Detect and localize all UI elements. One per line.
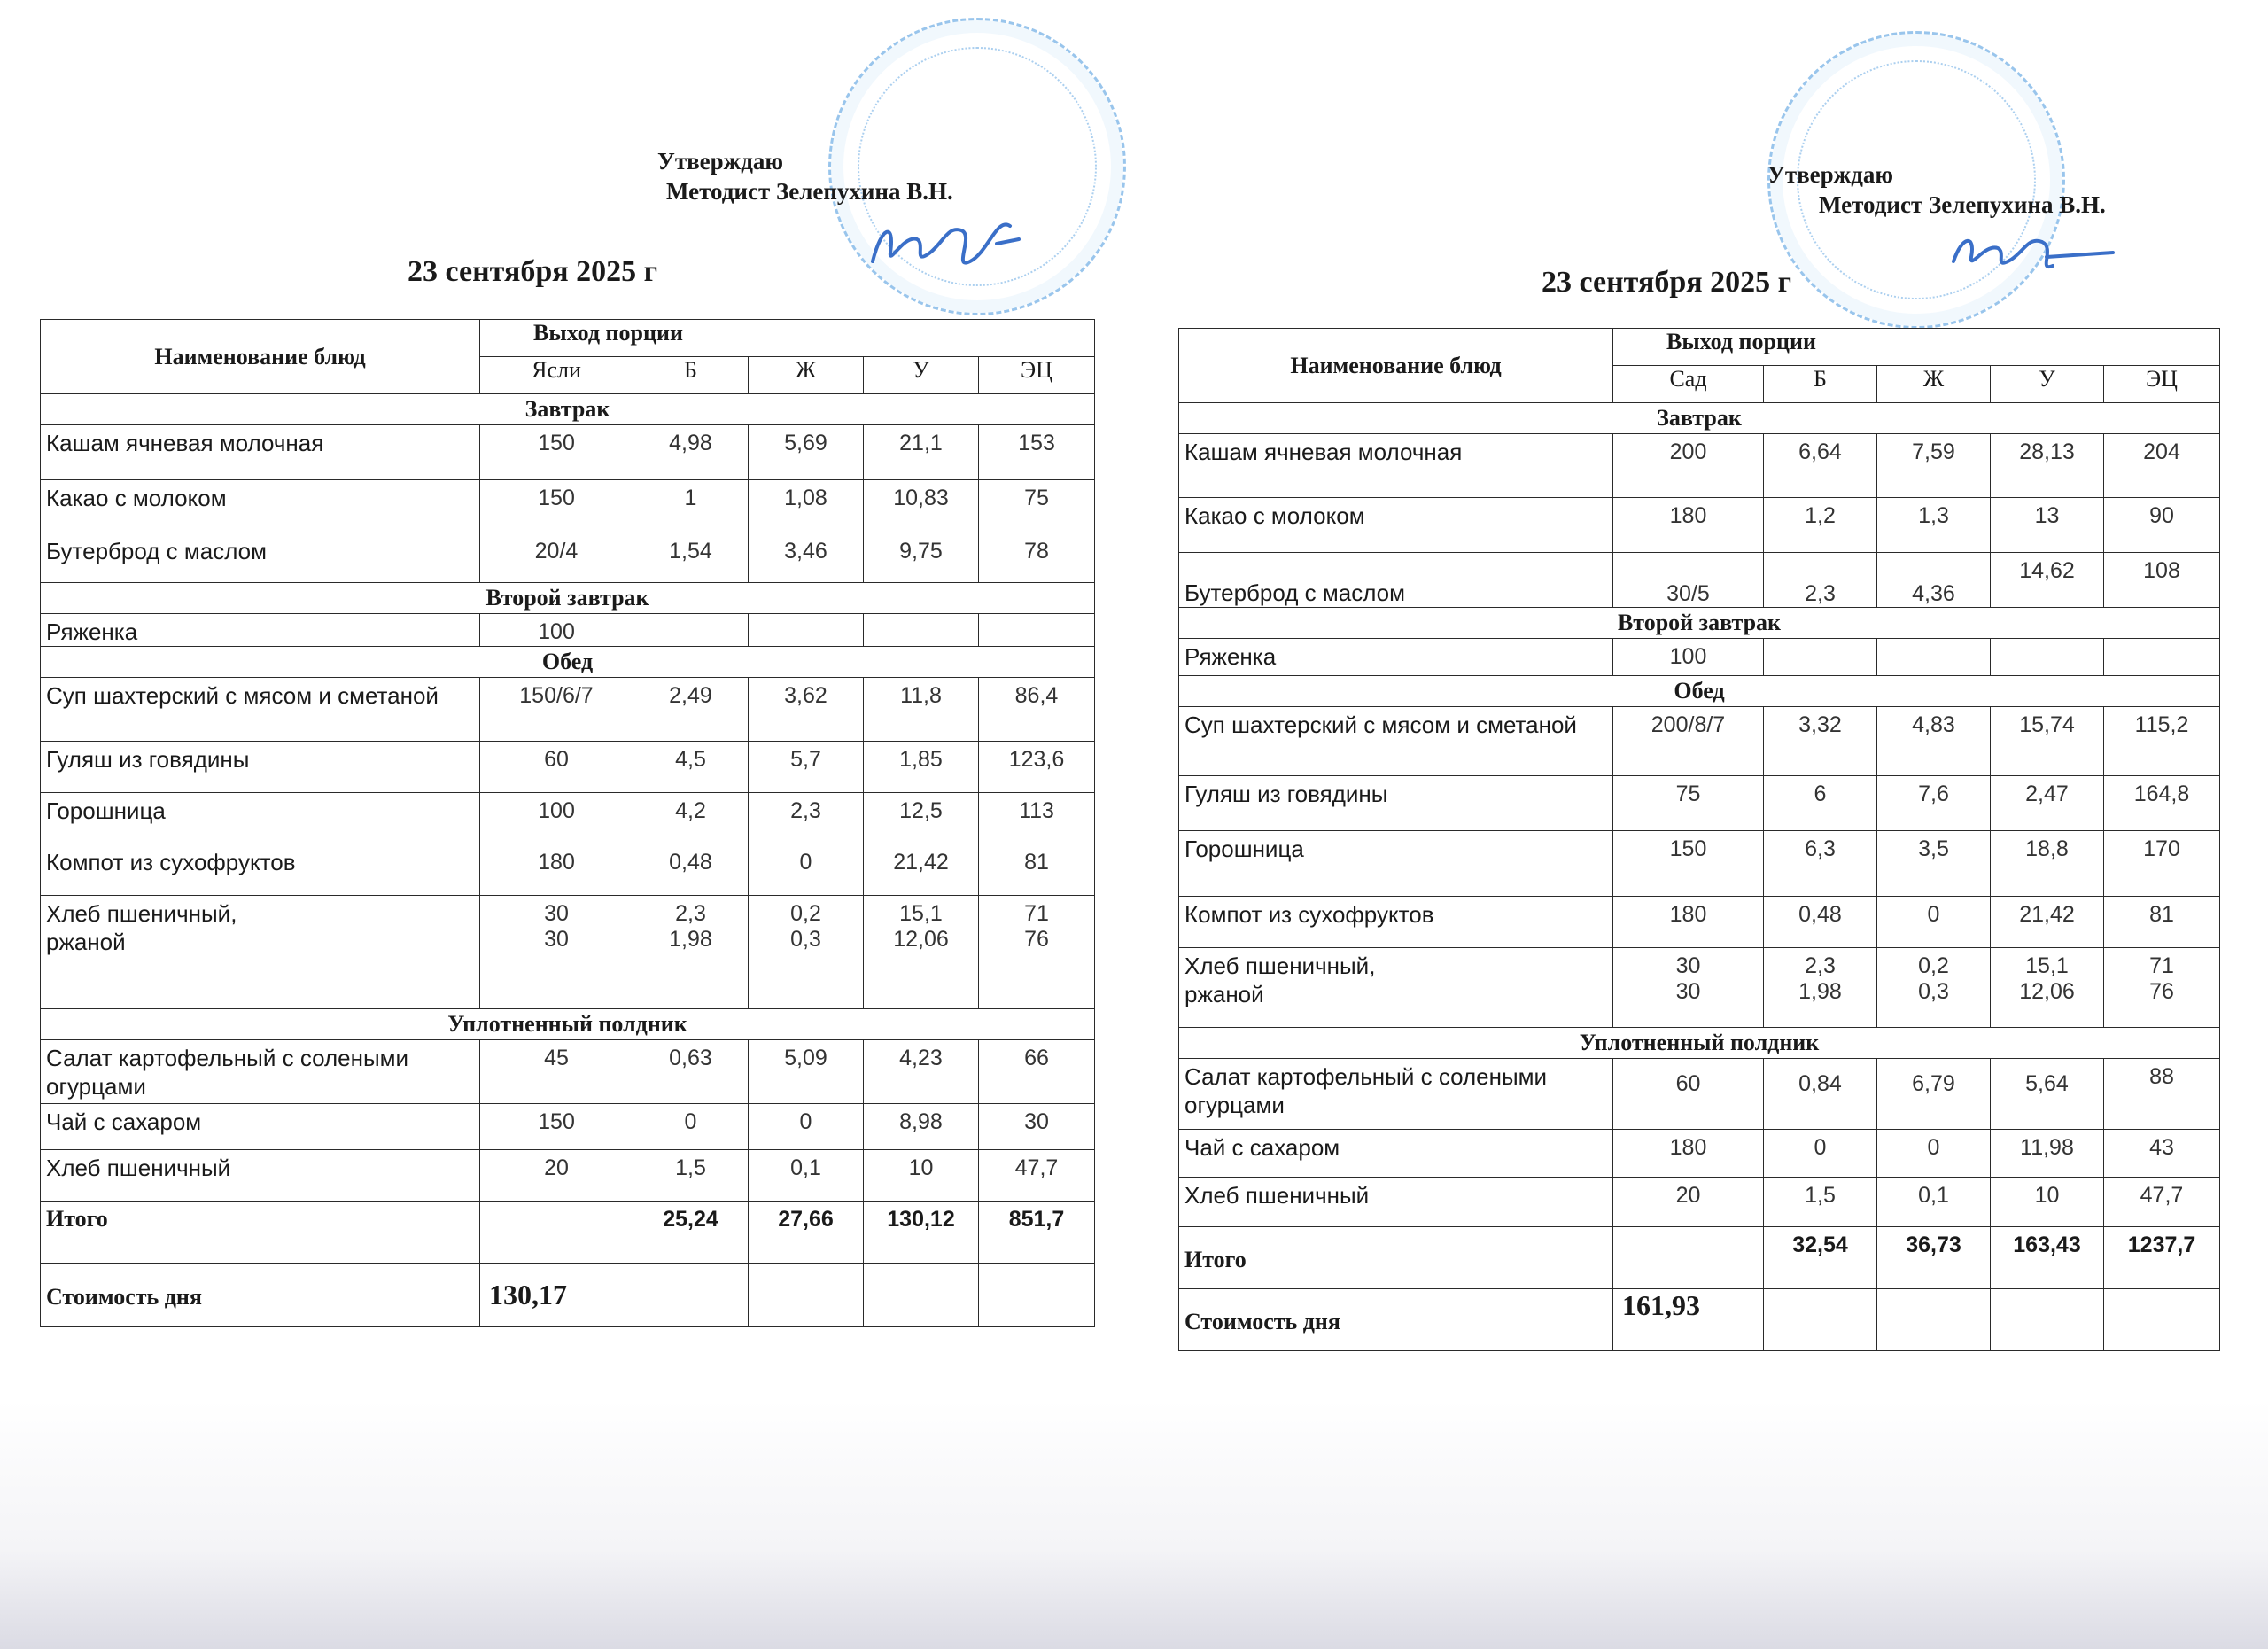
energy-value: 47,7 xyxy=(979,1150,1095,1202)
section-row xyxy=(1179,676,2220,707)
energy-value: 108 xyxy=(2104,553,2220,608)
fat-value: 7,59 xyxy=(1877,434,1991,498)
column-header-protein: Б xyxy=(633,357,749,394)
fat-value: 3,62 xyxy=(749,678,864,742)
energy-value: 30 xyxy=(979,1104,1095,1150)
portion-value: 60 xyxy=(480,742,633,793)
dish-name: Чай с сахаром xyxy=(1179,1130,1613,1178)
table-row xyxy=(41,678,1095,742)
protein-value: 0,63 xyxy=(633,1040,749,1104)
menu-date: 23 сентября 2025 г xyxy=(408,255,658,288)
dish-name: Компот из сухофруктов xyxy=(41,844,480,896)
energy-value: 43 xyxy=(2104,1130,2220,1178)
energy-value: 113 xyxy=(979,793,1095,844)
dish-name-line1: Хлеб пшеничный, xyxy=(1184,953,1376,979)
table-row xyxy=(41,614,1095,647)
total-label: Итого xyxy=(1179,1227,1613,1289)
fat-total: 36,73 xyxy=(1877,1227,1991,1289)
table-row xyxy=(41,425,1095,480)
table-row xyxy=(1179,707,2220,776)
protein-value: 0 xyxy=(633,1104,749,1150)
value-b: 1,98 xyxy=(1798,979,1842,1004)
fat-value xyxy=(1877,948,1991,1028)
portion-value: 150/6/7 xyxy=(480,678,633,742)
empty-cell xyxy=(633,1264,749,1327)
protein-value: 4,5 xyxy=(633,742,749,793)
signature xyxy=(864,199,1041,288)
empty-cell xyxy=(979,1264,1095,1327)
fat-value xyxy=(749,614,864,647)
protein-value: 0,48 xyxy=(1764,897,1877,948)
portion-value: 100 xyxy=(480,614,633,647)
column-header-carbs: У xyxy=(1991,366,2104,403)
menu-table xyxy=(1178,328,2220,1351)
approval-title: Утверждаю xyxy=(657,148,784,175)
section-lunch: Обед xyxy=(1179,676,2220,707)
column-header-fat: Ж xyxy=(1877,366,1991,403)
dish-name-line1: Хлеб пшеничный, xyxy=(46,900,237,927)
value-a: 15,1 xyxy=(899,901,943,926)
portion-value: 75 xyxy=(1613,776,1764,831)
column-header-fat: Ж xyxy=(749,357,864,394)
total-row xyxy=(41,1202,1095,1264)
dish-name-line2: ржаной xyxy=(1184,981,1264,1007)
carbs-value xyxy=(864,896,979,1009)
value-a: 2,3 xyxy=(675,901,706,926)
fat-value xyxy=(1877,639,1991,676)
carbs-value: 21,1 xyxy=(864,425,979,480)
carbs-value: 11,98 xyxy=(1991,1130,2104,1178)
approval-methodist: Методист Зелепухина В.Н. xyxy=(1819,191,2106,218)
energy-value: 81 xyxy=(979,844,1095,896)
table-row xyxy=(1179,553,2220,608)
dish-name: Салат картофельный с солеными огурцами xyxy=(1179,1059,1613,1130)
energy-value: 75 xyxy=(979,480,1095,533)
scan-artifact xyxy=(0,1400,2268,1649)
fat-value: 0,1 xyxy=(749,1150,864,1202)
cost-row xyxy=(1179,1289,2220,1351)
column-header-protein: Б xyxy=(1764,366,1877,403)
portion-value: 180 xyxy=(1613,498,1764,553)
cost-label: Стоимость дня xyxy=(1179,1289,1613,1351)
protein-value: 4,2 xyxy=(633,793,749,844)
table-row xyxy=(1179,831,2220,897)
energy-value: 86,4 xyxy=(979,678,1095,742)
table-row xyxy=(1179,776,2220,831)
carbs-total: 130,12 xyxy=(864,1202,979,1264)
section-breakfast: Завтрак xyxy=(41,394,1095,425)
dish-name: Кашам ячневая молочная xyxy=(41,425,480,480)
portion-value: 180 xyxy=(1613,1130,1764,1178)
portion-total xyxy=(480,1202,633,1264)
value-a: 71 xyxy=(2149,953,2174,978)
portion-value: 180 xyxy=(1613,897,1764,948)
carbs-value: 4,23 xyxy=(864,1040,979,1104)
portion-value: 100 xyxy=(1613,639,1764,676)
empty-cell xyxy=(2104,1289,2220,1351)
value-b: 76 xyxy=(2149,979,2174,1004)
carbs-value: 15,74 xyxy=(1991,707,2104,776)
approval-methodist: Методист Зелепухина В.Н. xyxy=(666,178,953,205)
energy-value: 123,6 xyxy=(979,742,1095,793)
column-header-carbs: У xyxy=(864,357,979,394)
dish-name: Ряженка xyxy=(41,614,480,647)
cost-value: 161,93 xyxy=(1613,1289,1764,1351)
protein-value: 0,48 xyxy=(633,844,749,896)
table-row xyxy=(41,1040,1095,1104)
approval-block xyxy=(657,146,953,206)
energy-value: 164,8 xyxy=(2104,776,2220,831)
carbs-value: 1,85 xyxy=(864,742,979,793)
carbs-value: 8,98 xyxy=(864,1104,979,1150)
table-row xyxy=(41,793,1095,844)
column-header-age: Сад xyxy=(1613,366,1764,403)
value-a: 30 xyxy=(544,901,569,926)
carbs-value: 10 xyxy=(1991,1178,2104,1227)
column-header-portion: Выход порции xyxy=(480,320,1095,357)
fat-value xyxy=(749,896,864,1009)
carbs-value: 9,75 xyxy=(864,533,979,583)
carbs-value xyxy=(1991,639,2104,676)
portion-value: 30/5 xyxy=(1613,553,1764,608)
carbs-value: 2,47 xyxy=(1991,776,2104,831)
dish-name: Какао с молоком xyxy=(41,480,480,533)
protein-value xyxy=(1764,948,1877,1028)
section-lunch: Обед xyxy=(41,647,1095,678)
carbs-value: 13 xyxy=(1991,498,2104,553)
carbs-total: 163,43 xyxy=(1991,1227,2104,1289)
column-header-energy: ЭЦ xyxy=(979,357,1095,394)
table-row xyxy=(41,1150,1095,1202)
fat-value: 0 xyxy=(749,1104,864,1150)
table-row xyxy=(1179,434,2220,498)
table-row xyxy=(1179,639,2220,676)
fat-value: 5,7 xyxy=(749,742,864,793)
energy-value: 47,7 xyxy=(2104,1178,2220,1227)
fat-value: 3,46 xyxy=(749,533,864,583)
dish-name: Хлеб пшеничный xyxy=(41,1150,480,1202)
protein-value: 3,32 xyxy=(1764,707,1877,776)
value-b: 30 xyxy=(544,927,569,952)
dish-name: Кашам ячневая молочная xyxy=(1179,434,1613,498)
protein-value: 1,5 xyxy=(633,1150,749,1202)
energy-value xyxy=(2104,948,2220,1028)
fat-value: 2,3 xyxy=(749,793,864,844)
table-row xyxy=(1179,1059,2220,1130)
total-label: Итого xyxy=(41,1202,480,1264)
table-row xyxy=(41,480,1095,533)
cost-value: 130,17 xyxy=(480,1264,633,1327)
portion-value: 150 xyxy=(480,425,633,480)
energy-value: 78 xyxy=(979,533,1095,583)
table-row xyxy=(1179,1130,2220,1178)
portion-value: 200 xyxy=(1613,434,1764,498)
protein-value: 1,5 xyxy=(1764,1178,1877,1227)
table-row xyxy=(1179,897,2220,948)
energy-value: 66 xyxy=(979,1040,1095,1104)
empty-cell xyxy=(1991,1289,2104,1351)
dish-name: Гуляш из говядины xyxy=(1179,776,1613,831)
portion-value: 20 xyxy=(480,1150,633,1202)
dish-name: Ряженка xyxy=(1179,639,1613,676)
protein-total: 32,54 xyxy=(1764,1227,1877,1289)
value-a: 30 xyxy=(1675,953,1701,978)
portion-value xyxy=(1613,948,1764,1028)
fat-value: 4,36 xyxy=(1877,553,1991,608)
dish-name: Хлеб пшеничный xyxy=(1179,1178,1613,1227)
value-a: 15,1 xyxy=(2025,953,2069,978)
section-row xyxy=(1179,403,2220,434)
section-snack: Уплотненный полдник xyxy=(1179,1028,2220,1059)
portion-value: 200/8/7 xyxy=(1613,707,1764,776)
portion-value xyxy=(480,896,633,1009)
fat-value: 3,5 xyxy=(1877,831,1991,897)
protein-value: 6 xyxy=(1764,776,1877,831)
menu-table xyxy=(40,319,1095,1327)
fat-value: 0,1 xyxy=(1877,1178,1991,1227)
protein-value: 1,54 xyxy=(633,533,749,583)
dish-name: Какао с молоком xyxy=(1179,498,1613,553)
value-b: 30 xyxy=(1675,979,1701,1004)
energy-value: 153 xyxy=(979,425,1095,480)
portion-value: 150 xyxy=(480,480,633,533)
column-header-age: Ясли xyxy=(480,357,633,394)
value-b: 0,3 xyxy=(790,927,821,952)
portion-value: 150 xyxy=(480,1104,633,1150)
dish-name: Чай с сахаром xyxy=(41,1104,480,1150)
protein-value: 2,3 xyxy=(1764,553,1877,608)
dish-name: Бутерброд с маслом xyxy=(1179,553,1613,608)
carbs-value: 10,83 xyxy=(864,480,979,533)
value-a: 0,2 xyxy=(790,901,821,926)
dish-name: Горошница xyxy=(1179,831,1613,897)
dish-name xyxy=(1179,948,1613,1028)
energy-value xyxy=(979,614,1095,647)
approval-title: Утверждаю xyxy=(1767,161,1894,188)
fat-value: 7,6 xyxy=(1877,776,1991,831)
fat-value: 6,79 xyxy=(1877,1059,1991,1130)
portion-value: 20 xyxy=(1613,1178,1764,1227)
dish-name: Суп шахтерский с мясом и сметаной xyxy=(41,678,480,742)
portion-value: 100 xyxy=(480,793,633,844)
section-second-breakfast: Второй завтрак xyxy=(41,583,1095,614)
column-header-energy: ЭЦ xyxy=(2104,366,2220,403)
column-header-portion: Выход порции xyxy=(1613,329,2220,366)
cost-row xyxy=(41,1264,1095,1327)
value-a: 2,3 xyxy=(1805,953,1836,978)
carbs-value: 14,62 xyxy=(1991,553,2104,608)
table-row xyxy=(41,742,1095,793)
fat-value: 0 xyxy=(1877,897,1991,948)
section-second-breakfast: Второй завтрак xyxy=(1179,608,2220,639)
protein-value: 4,98 xyxy=(633,425,749,480)
carbs-value: 21,42 xyxy=(1991,897,2104,948)
approval-block xyxy=(1767,159,2106,220)
section-snack: Уплотненный полдник xyxy=(41,1009,1095,1040)
empty-cell xyxy=(1764,1289,1877,1351)
dish-name: Бутерброд с маслом xyxy=(41,533,480,583)
signature xyxy=(1945,217,2122,288)
value-a: 71 xyxy=(1024,901,1049,926)
table-row xyxy=(41,533,1095,583)
fat-value: 4,83 xyxy=(1877,707,1991,776)
energy-value xyxy=(2104,639,2220,676)
protein-value: 0 xyxy=(1764,1130,1877,1178)
section-row xyxy=(41,583,1095,614)
portion-value: 20/4 xyxy=(480,533,633,583)
carbs-value: 5,64 xyxy=(1991,1059,2104,1130)
carbs-value: 11,8 xyxy=(864,678,979,742)
empty-cell xyxy=(749,1264,864,1327)
protein-value xyxy=(633,896,749,1009)
value-b: 76 xyxy=(1024,927,1049,952)
table-row xyxy=(41,1104,1095,1150)
carbs-value: 10 xyxy=(864,1150,979,1202)
dish-name: Салат картофельный с солеными огурцами xyxy=(41,1040,480,1104)
energy-value xyxy=(979,896,1095,1009)
dish-name: Компот из сухофруктов xyxy=(1179,897,1613,948)
table-row xyxy=(1179,948,2220,1028)
portion-value: 180 xyxy=(480,844,633,896)
portion-value: 150 xyxy=(1613,831,1764,897)
column-header-name: Наименование блюд xyxy=(1179,329,1613,403)
carbs-value xyxy=(1991,948,2104,1028)
energy-value: 88 xyxy=(2104,1059,2220,1130)
value-a: 0,2 xyxy=(1918,953,1949,978)
protein-value xyxy=(633,614,749,647)
protein-value: 0,84 xyxy=(1764,1059,1877,1130)
table-row xyxy=(1179,1178,2220,1227)
dish-name-line2: ржаной xyxy=(46,929,126,955)
section-row xyxy=(41,647,1095,678)
table-row xyxy=(1179,498,2220,553)
fat-value: 1,3 xyxy=(1877,498,1991,553)
section-row xyxy=(41,394,1095,425)
value-b: 12,06 xyxy=(2019,979,2075,1004)
fat-value: 0 xyxy=(1877,1130,1991,1178)
empty-cell xyxy=(1877,1289,1991,1351)
energy-value: 170 xyxy=(2104,831,2220,897)
carbs-value xyxy=(864,614,979,647)
portion-value: 60 xyxy=(1613,1059,1764,1130)
carbs-value: 28,13 xyxy=(1991,434,2104,498)
dish-name: Гуляш из говядины xyxy=(41,742,480,793)
carbs-value: 12,5 xyxy=(864,793,979,844)
empty-cell xyxy=(864,1264,979,1327)
energy-total: 1237,7 xyxy=(2104,1227,2220,1289)
portion-total xyxy=(1613,1227,1764,1289)
energy-total: 851,7 xyxy=(979,1202,1095,1264)
table-row xyxy=(41,844,1095,896)
dish-name xyxy=(41,896,480,1009)
section-breakfast: Завтрак xyxy=(1179,403,2220,434)
cost-label: Стоимость дня xyxy=(41,1264,480,1327)
carbs-value: 21,42 xyxy=(864,844,979,896)
menu-date: 23 сентября 2025 г xyxy=(1542,266,1792,299)
table-row xyxy=(41,896,1095,1009)
protein-value xyxy=(1764,639,1877,676)
value-b: 1,98 xyxy=(669,927,712,952)
dish-name: Горошница xyxy=(41,793,480,844)
fat-value: 0 xyxy=(749,844,864,896)
section-row xyxy=(41,1009,1095,1040)
fat-value: 5,69 xyxy=(749,425,864,480)
column-header-name: Наименование блюд xyxy=(41,320,480,394)
protein-value: 1,2 xyxy=(1764,498,1877,553)
protein-total: 25,24 xyxy=(633,1202,749,1264)
energy-value: 81 xyxy=(2104,897,2220,948)
portion-value: 45 xyxy=(480,1040,633,1104)
section-row xyxy=(1179,608,2220,639)
value-b: 0,3 xyxy=(1918,979,1949,1004)
protein-value: 2,49 xyxy=(633,678,749,742)
energy-value: 115,2 xyxy=(2104,707,2220,776)
dish-name: Суп шахтерский с мясом и сметаной xyxy=(1179,707,1613,776)
value-b: 12,06 xyxy=(893,927,949,952)
fat-value: 1,08 xyxy=(749,480,864,533)
fat-value: 5,09 xyxy=(749,1040,864,1104)
section-row xyxy=(1179,1028,2220,1059)
carbs-value: 18,8 xyxy=(1991,831,2104,897)
protein-value: 1 xyxy=(633,480,749,533)
total-row xyxy=(1179,1227,2220,1289)
energy-value: 90 xyxy=(2104,498,2220,553)
energy-value: 204 xyxy=(2104,434,2220,498)
protein-value: 6,3 xyxy=(1764,831,1877,897)
protein-value: 6,64 xyxy=(1764,434,1877,498)
fat-total: 27,66 xyxy=(749,1202,864,1264)
